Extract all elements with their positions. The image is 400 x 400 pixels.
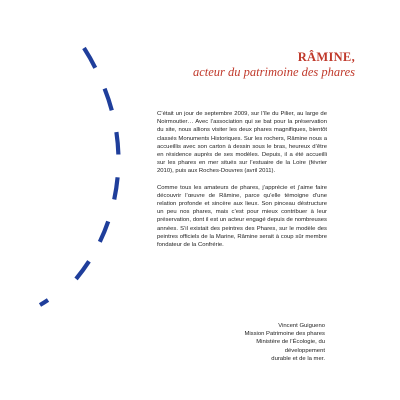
arc-dash	[105, 89, 112, 111]
arc-gap	[112, 110, 117, 132]
arc-gap	[95, 68, 104, 89]
body-text	[157, 110, 327, 257]
signature-block	[215, 322, 325, 363]
arc-dash	[114, 177, 117, 199]
title-line-2: acteur du patrimoine des phares	[192, 65, 355, 79]
paragraph-1: C’était un jour de septembre 2009, sur l’île du Pilier, au large de Noirmoutier… Avec l’association qui se bat pour la préservation du site, nous allions visiter les deux phares magnifiques, bientôt classés Monuments Historiques. Sur les rochers, Râmine nous a accueillis avec son carton à dessin sous le bras, heureux d’être en résidence auprès de ses modèles. Depuis, il a été accueilli sur les phares en mer situés sur l’estuaire de la Loire (février 2010), puis aux Roches-Douvres (avril 2011).	[157, 111, 327, 175]
arc-gap	[63, 279, 76, 293]
title-line-1: RÂMINE,	[297, 50, 355, 64]
arc-dash	[116, 132, 118, 155]
arc-gap	[108, 200, 114, 222]
arc-dash	[84, 48, 95, 68]
arc-dash	[100, 221, 108, 242]
signature-role: Mission Patrimoine des phares	[244, 331, 325, 338]
page-title	[145, 50, 355, 80]
signature-org-line-1: Ministère de l’Écologie, du développement	[256, 339, 325, 354]
arc-dash	[76, 261, 89, 279]
signature-org-line-2: durable et de la mer.	[271, 355, 325, 362]
arc-gap	[118, 155, 119, 178]
arc-gap	[89, 242, 100, 261]
signature-name: Vincent Guigueno	[278, 323, 325, 329]
paragraph-2: Comme tous les amateurs de phares, j’apprécie et j’aime faire découvrir l’œuvre de Râmine, parce qu’elle témoigne d’une relation profonde et sincère aux lieux. Son pinceau déstructure un peu nos phares, mais c’est pour mieux contribuer à leur préservation, dont il est un acteur engagé depuis de nombreuses années. S’il existait des peintres des Phares, sur le modèle des peintres officiels de la Marine, Râmine serait à coup sûr membre fondateur de la Confrérie.	[157, 184, 327, 249]
